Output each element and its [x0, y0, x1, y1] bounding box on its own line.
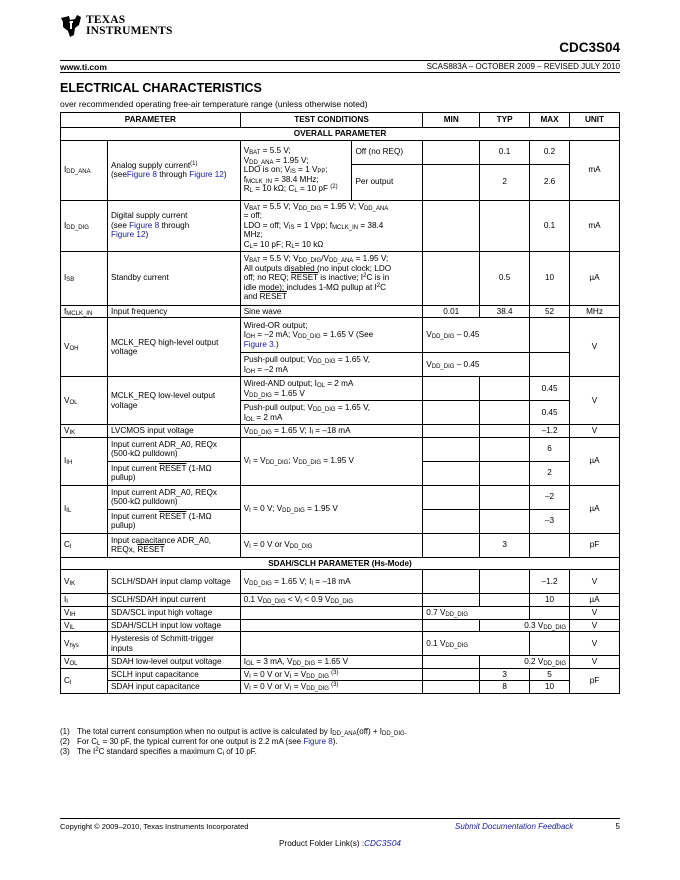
- value-max: –2: [530, 485, 570, 509]
- param-description: SCLH input capacitance: [107, 668, 240, 681]
- value-typ: 0.1: [480, 140, 530, 164]
- value-unit: µA: [570, 594, 620, 607]
- value-max: 0.1: [530, 200, 570, 251]
- value-unit: V: [570, 425, 620, 438]
- value-unit: V: [570, 632, 620, 656]
- table-row: [61, 140, 620, 164]
- table-row: [61, 377, 620, 401]
- value-min: VDD_DIG – 0.45: [423, 353, 530, 377]
- header-max: MAX: [530, 113, 570, 128]
- value-typ: 3: [480, 533, 530, 557]
- value-unit: V: [570, 656, 620, 669]
- param-description: Standby current: [107, 251, 240, 305]
- figure-link[interactable]: Figure 8: [126, 170, 157, 180]
- param-description: SDAH low-level output voltage: [107, 656, 240, 669]
- figure-link[interactable]: Figure 8: [303, 737, 333, 746]
- value-unit: V: [570, 619, 620, 632]
- value-unit: MHz: [570, 305, 620, 318]
- header-rule: [60, 60, 620, 61]
- value-max: 6: [530, 437, 570, 461]
- test-condition: Push-pull output; VDD_DIG = 1.65 V, IOH = –2 mA: [240, 353, 423, 377]
- doc-revision: SCAS883A – OCTOBER 2009 – REVISED JULY 2010: [426, 62, 620, 71]
- param-description: Digital supply current (see Figure 8 through Figure 12): [107, 200, 240, 251]
- param-symbol: CI: [61, 668, 108, 693]
- page-number: 5: [615, 822, 620, 831]
- param-symbol: VOH: [61, 318, 108, 377]
- value-max: 52: [530, 305, 570, 318]
- value-unit: mA: [570, 200, 620, 251]
- section-title: ELECTRICAL CHARACTERISTICS: [60, 81, 262, 95]
- header-min: MIN: [423, 113, 480, 128]
- product-folder-links: Product Folder Link(s) :CDC3S04: [279, 839, 401, 848]
- param-description: Input current ADR_A0, REQx (500-kΩ pulldown): [107, 485, 240, 509]
- test-condition: Wired-AND output; IOL = 2 mA VDD_DIG = 1.65 V: [240, 377, 423, 401]
- footnote-1: (1) The total current consumption when no output is active is calculated by IDD_ANA(off) + IDD_DIG.: [60, 727, 407, 737]
- value-max: –1.2: [530, 425, 570, 438]
- table-row: [61, 668, 620, 681]
- value-max: –1.2: [530, 570, 570, 594]
- value-unit: µA: [570, 485, 620, 533]
- group-hs-mode-label: SDAH/SCLH PARAMETER (Hs-Mode): [61, 557, 620, 570]
- value-max: 10: [530, 594, 570, 607]
- value-typ: 0.5: [480, 251, 530, 305]
- value-max: –3: [530, 509, 570, 533]
- value-max: 0.45: [530, 377, 570, 401]
- value-unit: V: [570, 606, 620, 619]
- table-row: [61, 305, 620, 318]
- footnote-2: (2) For CL = 30 pF, the typical current for one output is 2.2 mA (see Figure 8).: [60, 737, 338, 747]
- test-condition: VI = VDD_DIG; VDD_DIG = 1.95 V: [240, 437, 423, 485]
- test-condition: VI = 0 V; VDD_DIG = 1.95 V: [240, 485, 423, 533]
- table-row: [61, 632, 620, 656]
- table-row: [61, 251, 620, 305]
- table-row: [61, 485, 620, 509]
- value-typ: 8: [480, 681, 530, 694]
- value-min: 0.7 VDD_DIG: [423, 606, 530, 619]
- table-header-row: [61, 113, 620, 128]
- table-row: [61, 200, 620, 251]
- param-description: Analog supply current$^{(1)}$ (seeFigure 8 through Figure 12): [107, 140, 240, 200]
- param-description: SCLH/SDAH input current: [107, 594, 240, 607]
- value-max: 0.2 VDD_DIG: [480, 656, 570, 669]
- param-symbol: CI: [61, 533, 108, 557]
- header-test-conditions: TEST CONDITIONS: [240, 113, 423, 128]
- value-unit: V: [570, 570, 620, 594]
- param-description: SDA/SCL input high voltage: [107, 606, 240, 619]
- table-row: [61, 606, 620, 619]
- param-symbol: VIK: [61, 570, 108, 594]
- param-symbol: VOL: [61, 377, 108, 425]
- value-unit: V: [570, 318, 620, 377]
- param-description: Input current RESET (1-MΩ pullup): [107, 509, 240, 533]
- value-max: 2: [530, 461, 570, 485]
- value-unit: mA: [570, 140, 620, 200]
- value-typ: 3: [480, 668, 530, 681]
- value-min: 0.1 VDD_DIG: [423, 632, 530, 656]
- group-overall-label: OVERALL PARAMETER: [61, 128, 620, 141]
- section-subtitle: over recommended operating free-air temperature range (unless otherwise noted): [60, 99, 368, 109]
- product-folder-link[interactable]: CDC3S04: [364, 839, 401, 848]
- group-row-hs-mode: [61, 557, 620, 570]
- value-max: 10: [530, 251, 570, 305]
- table-row: [61, 437, 620, 461]
- test-condition: VDD_DIG = 1.65 V; II = –18 mA: [240, 425, 423, 438]
- test-condition: Sine wave: [240, 305, 423, 318]
- value-min: 0.01: [423, 305, 480, 318]
- test-condition: Push-pull output; VDD_DIG = 1.65 V, IOL = 2 mA: [240, 401, 423, 425]
- value-unit: µA: [570, 251, 620, 305]
- electrical-characteristics-table: [60, 112, 620, 694]
- test-condition: VI = 0 V or VDD_DIG: [240, 533, 423, 557]
- table-row: [61, 681, 620, 694]
- value-unit: V: [570, 377, 620, 425]
- figure-link[interactable]: Figure 3.: [243, 339, 276, 349]
- value-unit: µA: [570, 437, 620, 485]
- copyright: Copyright © 2009–2010, Texas Instruments Incorporated: [60, 822, 249, 831]
- table-row: [61, 425, 620, 438]
- value-max: 5: [530, 668, 570, 681]
- test-condition: Wired-OR output; IOH = –2 mA; VDD_DIG = 1.65 V (See Figure 3.): [240, 318, 423, 353]
- param-description: SDAH input capacitance: [107, 681, 240, 694]
- test-condition: VDD_DIG = 1.65 V; II = –18 mA: [240, 570, 423, 594]
- header-typ: TYP: [480, 113, 530, 128]
- param-symbol: VIL: [61, 619, 108, 632]
- footnote-3: (3) The $I^2C$ standard specifies a maximum Ci of 10 pF.: [60, 747, 257, 757]
- param-description: MCLK_REQ low-level output voltage: [107, 377, 240, 425]
- param-description: Input current RESET (1-MΩ pullup): [107, 461, 240, 485]
- test-condition: VBAT = 5.5 V; VDD_ANA = 1.95 V; LDO is on; VIS = 1 VPP; fMCLK_IN = 38.4 MHz; RL = 10 kΩ; CL = 10 pF $^{(2)}$: [240, 140, 352, 200]
- table-row: [61, 533, 620, 557]
- value-unit: pF: [570, 668, 620, 693]
- submit-feedback-link[interactable]: Submit Documentation Feedback: [455, 822, 574, 831]
- param-description: LVCMOS input voltage: [107, 425, 240, 438]
- param-symbol: IDD_ANA: [61, 140, 108, 200]
- test-condition: VI = 0 V or VI = VDD_DIG $^{(3)}$: [240, 668, 423, 681]
- test-condition-sub: Per output: [352, 164, 423, 200]
- param-symbol: ISB: [61, 251, 108, 305]
- website-link[interactable]: www.ti.com: [60, 62, 107, 72]
- figure-link[interactable]: Figure 8: [129, 220, 160, 230]
- param-description: Input capacitance ADR_A0, REQx, RESET: [107, 533, 240, 557]
- value-max: 0.3 VDD_DIG: [480, 619, 570, 632]
- header-rule-lower: [60, 72, 620, 73]
- value-max: 0.2: [530, 140, 570, 164]
- figure-link[interactable]: Figure 12: [189, 170, 224, 180]
- param-symbol: IDD_DIG: [61, 200, 108, 251]
- param-symbol: IIH: [61, 437, 108, 485]
- ti-logo-icon: [60, 14, 82, 38]
- param-description: Hysteresis of Schmitt-trigger inputs: [107, 632, 240, 656]
- param-symbol: VIH: [61, 606, 108, 619]
- test-condition-sub: Off (no REQ): [352, 140, 423, 164]
- param-description: MCLK_REQ high-level output voltage: [107, 318, 240, 377]
- test-condition: VBAT = 5.5 V; VDD_DIG/VDD_ANA = 1.95 V; All outputs disabled (no input clock; LDO off; no REQ; RESET is inactive; $I^2C$ is in idle mode); includes 1-MΩ pullup at $I^2C$ and RESET: [240, 251, 423, 305]
- group-row-overall: [61, 128, 620, 141]
- param-symbol: II: [61, 594, 108, 607]
- part-number: CDC3S04: [559, 40, 620, 55]
- logo-line1: TEXAS: [86, 14, 126, 26]
- footer-rule: [60, 818, 620, 819]
- value-typ: 2: [480, 164, 530, 200]
- param-description: SDAH/SCLH input low voltage: [107, 619, 240, 632]
- header-parameter: PARAMETER: [61, 113, 241, 128]
- table-row: [61, 318, 620, 353]
- param-symbol: fMCLK_IN: [61, 305, 108, 318]
- ti-logo: [60, 14, 173, 38]
- param-description: SCLH/SDAH input clamp voltage: [107, 570, 240, 594]
- value-typ: 38.4: [480, 305, 530, 318]
- param-symbol: Vhys: [61, 632, 108, 656]
- param-symbol: IIL: [61, 485, 108, 533]
- table-row: [61, 570, 620, 594]
- test-condition: IOL = 3 mA, VDD_DIG = 1.65 V: [240, 656, 423, 669]
- figure-link[interactable]: Figure 12: [110, 230, 146, 240]
- param-symbol: VIK: [61, 425, 108, 438]
- param-description: Input current ADR_A0, REQx (500-kΩ pulldown): [107, 437, 240, 461]
- table-row: [61, 656, 620, 669]
- value-max: 0.45: [530, 401, 570, 425]
- test-condition: VI = 0 V or VI = VDD_DIG $^{(3)}$: [240, 681, 423, 694]
- value-unit: pF: [570, 533, 620, 557]
- param-symbol: VOL: [61, 656, 108, 669]
- value-max: 2.6: [530, 164, 570, 200]
- test-condition: VBAT = 5.5 V; VDD_DIG = 1.95 V; VDD_ANA = off; LDO = off; VIS = 1 Vpp; fMCLK_IN = 38.4 MHz; CL= 10 pF; RL= 10 kΩ: [240, 200, 423, 251]
- param-description: Input frequency: [107, 305, 240, 318]
- footnotes: [60, 727, 407, 757]
- test-condition: 0.1 VDD_DIG < VI < 0.9 VDD_DIG: [240, 594, 423, 607]
- logo-line2: INSTRUMENTS: [86, 25, 173, 37]
- header-unit: UNIT: [570, 113, 620, 128]
- value-min: VDD_DIG – 0.45: [423, 318, 530, 353]
- table-row: [61, 594, 620, 607]
- value-max: 10: [530, 681, 570, 694]
- table-row: [61, 619, 620, 632]
